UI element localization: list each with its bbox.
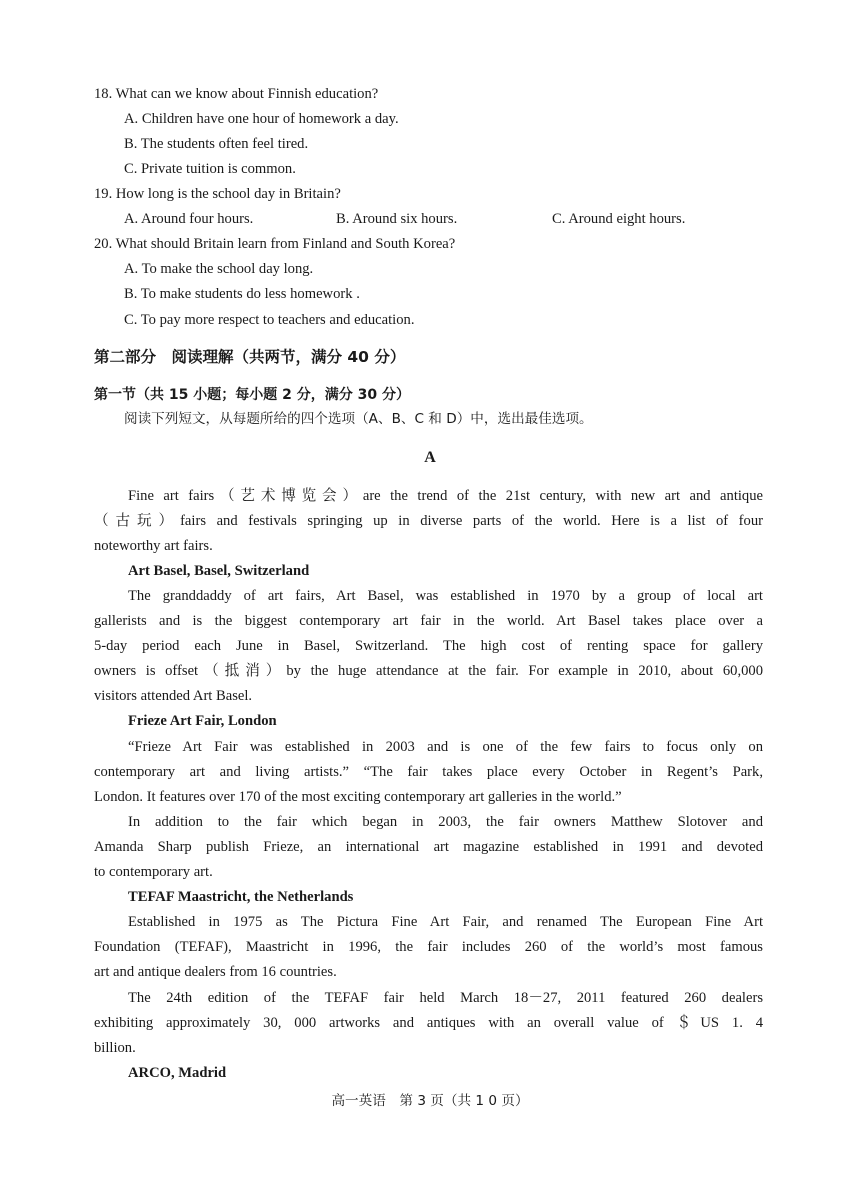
page-footer: 高一英语 第 3 页（共 1 0 页）: [331, 1093, 529, 1109]
art-basel-line-3: 5-day period each June in Basel, Switzerland. The high cost of renting space for gallery: [94, 638, 763, 654]
art-basel-line-1: The granddaddy of art fairs, Art Basel, was established in 1970 by a group of local art: [128, 588, 763, 604]
fair-title-frieze: Frieze Art Fair, London: [128, 713, 277, 729]
tefaf-line-2: Foundation (TEFAF), Maastricht in 1996, the fair includes 260 of the world’s most famous: [94, 939, 763, 955]
fair-title-arco: ARCO, Madrid: [128, 1065, 227, 1081]
question-19-option-a: A. Around four hours.: [124, 211, 254, 227]
tefaf-line-4: The 24th edition of the TEFAF fair held March 18－27, 2011 featured 260 dealers: [128, 990, 763, 1006]
question-20-stem: 20. What should Britain learn from Finland and South Korea?: [94, 236, 456, 252]
art-basel-line-5: visitors attended Art Basel.: [94, 688, 253, 704]
frieze-line-2: contemporary art and living artists.” “The fair takes place every October in Regent’s Park,: [94, 764, 763, 780]
section1-instruction: 阅读下列短文，从每题所给的四个选项（A、B、C 和 D）中，选出最佳选项。: [124, 411, 593, 427]
passage-label: A: [424, 449, 436, 466]
art-basel-line-4: owners is offset（抵消）by the huge attendance at the fair. For example in 2010, about 60,000: [94, 663, 763, 679]
frieze-line-3: London. It features over 170 of the most exciting contemporary art galleries in the world.”: [94, 789, 622, 805]
frieze-line-6: to contemporary art.: [94, 864, 213, 880]
frieze-line-4: In addition to the fair which began in 2003, the fair owners Matthew Slotover and: [128, 814, 763, 830]
frieze-line-1: “Frieze Art Fair was established in 2003 and is one of the few fairs to focus only on: [128, 739, 763, 755]
fair-title-tefaf: TEFAF Maastricht, the Netherlands: [128, 889, 354, 905]
section1-title: 第一节（共 15 小题；每小题 2 分，满分 30 分）: [94, 387, 410, 403]
intro-line-2: （古玩）fairs and festivals springing up in diverse parts of the world. Here is a list of four: [94, 513, 763, 529]
question-18-option-b: B. The students often feel tired.: [124, 136, 309, 152]
tefaf-line-5: exhibiting approximately 30, 000 artworks and antiques with an overall value of ＄US 1. 4: [94, 1015, 763, 1031]
intro-line-3: noteworthy art fairs.: [94, 538, 213, 554]
intro-line-1: Fine art fairs（艺术博览会）are the trend of the 21st century, with new art and antique: [128, 488, 763, 504]
tefaf-line-6: billion.: [94, 1040, 136, 1056]
question-18-stem: 18. What can we know about Finnish education?: [94, 86, 379, 102]
tefaf-line-3: art and antique dealers from 16 countries.: [94, 964, 337, 980]
question-18-option-c: C. Private tuition is common.: [124, 161, 296, 177]
part2-title: 第二部分 阅读理解（共两节，满分 40 分）: [94, 348, 406, 366]
question-18-option-a: A. Children have one hour of homework a day.: [124, 111, 399, 127]
question-19-option-b: B. Around six hours.: [336, 211, 458, 227]
question-20-option-c: C. To pay more respect to teachers and education.: [124, 312, 415, 328]
question-19-option-c: C. Around eight hours.: [552, 211, 686, 227]
fair-title-art-basel: Art Basel, Basel, Switzerland: [128, 563, 310, 579]
tefaf-line-1: Established in 1975 as The Pictura Fine Art Fair, and renamed The European Fine Art: [128, 914, 763, 930]
question-20-option-b: B. To make students do less homework .: [124, 286, 360, 302]
question-20-option-a: A. To make the school day long.: [124, 261, 314, 277]
frieze-line-5: Amanda Sharp publish Frieze, an international art magazine established in 1991 and devoted: [94, 839, 763, 855]
art-basel-line-2: gallerists and is the biggest contemporary art fair in the world. Art Basel takes place over a: [94, 613, 763, 629]
question-19-stem: 19. How long is the school day in Britain?: [94, 186, 341, 202]
